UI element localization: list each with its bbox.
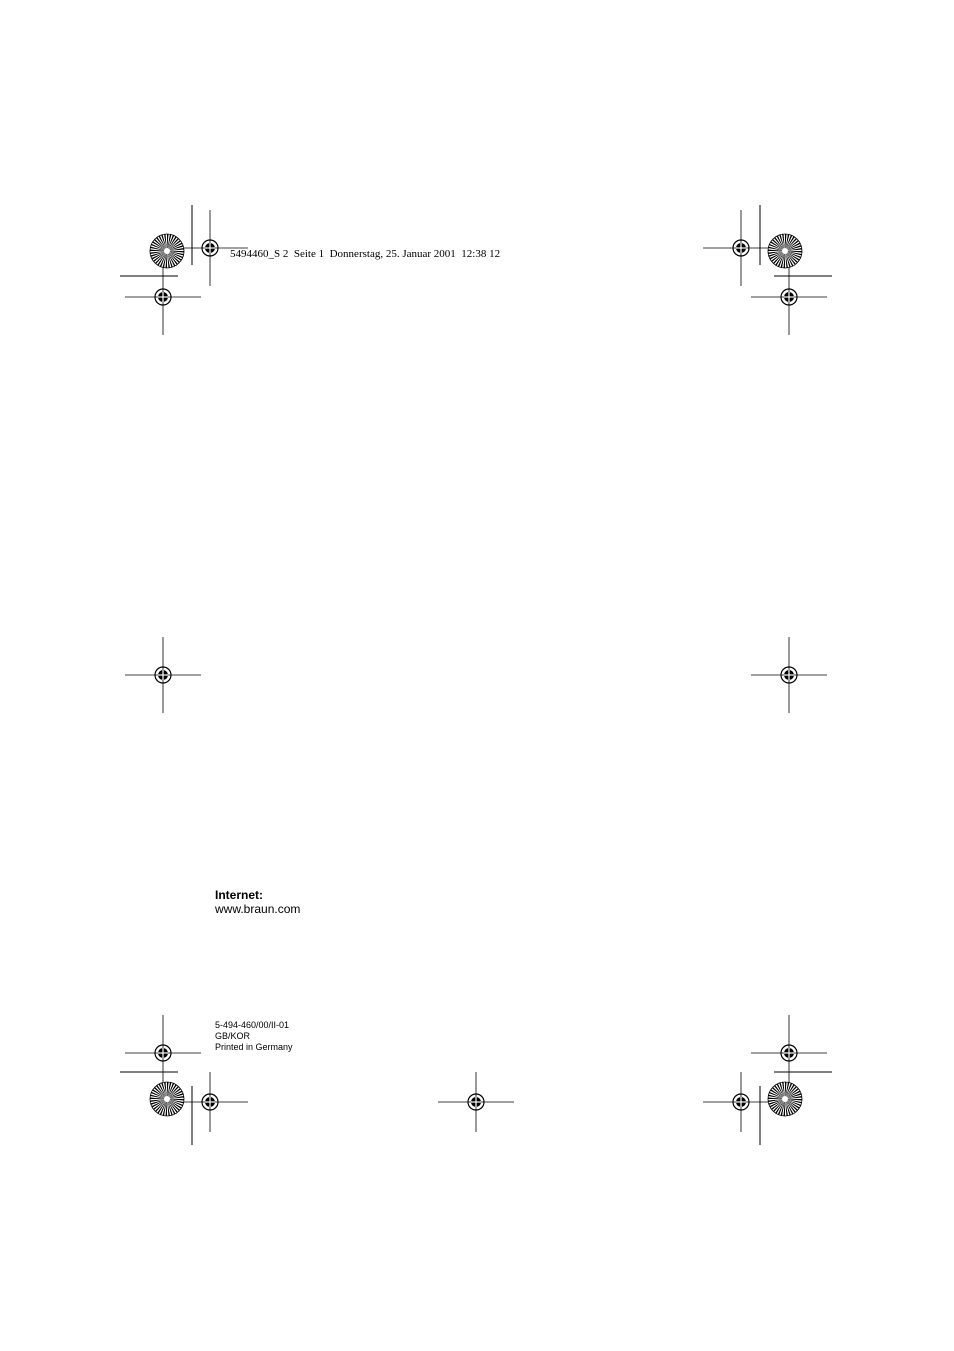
internet-label: Internet: <box>215 888 263 902</box>
printed-in: Printed in Germany <box>215 1042 293 1052</box>
registration-mark <box>125 637 201 713</box>
resolution-wheel <box>150 234 184 268</box>
registration-mark <box>125 1015 201 1091</box>
print-codes <box>215 1020 293 1053</box>
registration-mark <box>703 1072 779 1132</box>
part-number: 5-494-460/00/II-01 <box>215 1020 290 1030</box>
registration-mark <box>438 1072 514 1132</box>
registration-mark <box>125 259 201 335</box>
crop-lines <box>120 205 832 1145</box>
registration-mark <box>751 637 827 713</box>
registration-mark <box>703 210 779 286</box>
language-code: GB/KOR <box>215 1031 251 1041</box>
internet-url[interactable]: www.braun.com <box>215 902 301 916</box>
resolution-wheel <box>768 234 802 268</box>
registration-mark <box>751 1015 827 1091</box>
resolution-wheel <box>768 1082 802 1116</box>
registration-mark <box>751 259 827 335</box>
resolution-wheel <box>150 1082 184 1116</box>
document-slug-line: 5494460_S 2 Seite 1 Donnerstag, 25. Januar 2001 12:38 12 <box>230 248 501 260</box>
internet-block <box>215 888 300 917</box>
